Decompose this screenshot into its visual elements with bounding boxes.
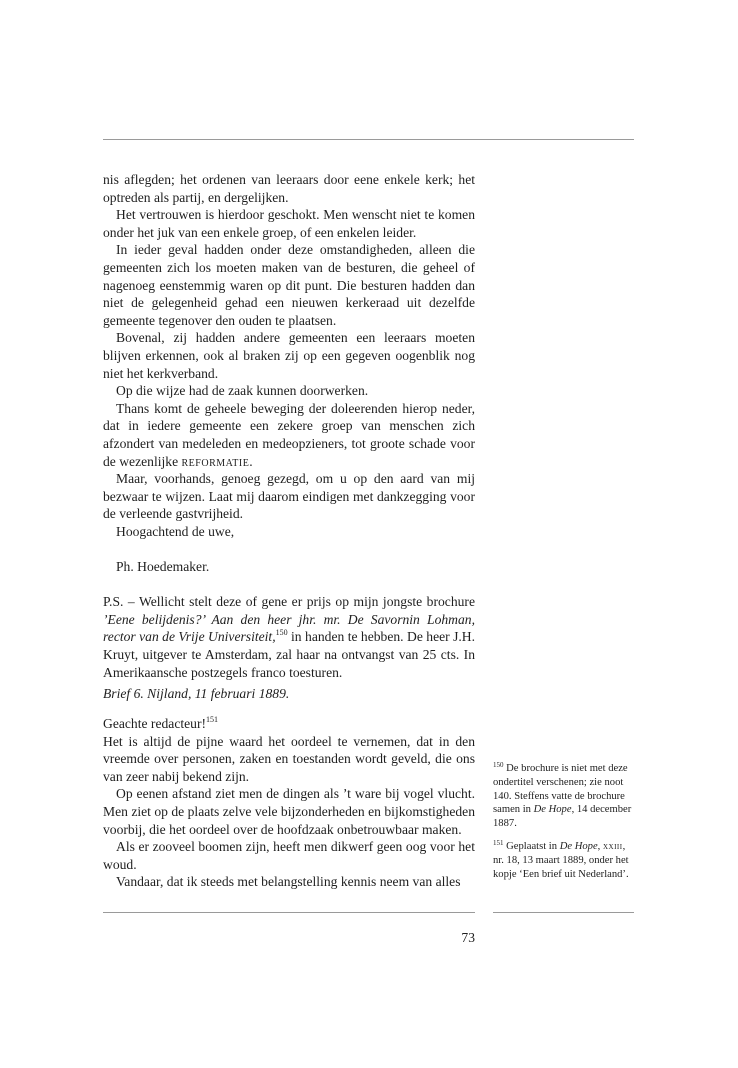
paragraph: Vandaar, dat ik steeds met belangstelling kennis neem van alles: [116, 874, 461, 890]
page-number: 73: [461, 930, 475, 945]
salutation-text: Geachte redacteur!: [103, 716, 207, 731]
paragraph: Als er zooveel boomen zijn, heeft men dikwerf geen oog voor het woud.: [103, 839, 475, 872]
footnote-number: 151: [493, 839, 504, 847]
footnote-text: Geplaatst in: [503, 841, 560, 852]
footer-rule: [103, 912, 475, 913]
closing-line: Hoogachtend de uwe,: [116, 523, 235, 539]
paragraph: Op eenen afstand ziet men de dingen als ’t ware bij vogel vlucht. Men ziet op de plaats zelve vele bijzonderheden en bijkomstigheden voorbij, die het oordeel over de hoofdzaak onbetrouwbaar maken.: [103, 786, 475, 837]
footnote-text: ,: [597, 841, 603, 852]
signature: Ph. Hoedemaker.: [116, 559, 210, 575]
footer-rule-notes: [493, 912, 634, 913]
letter-heading: Brief 6. Nijland, 11 februari 1889.: [103, 686, 290, 701]
footnote-text: , nr. 18, 13 maart 1889, onder het kopje ‘Een brief uit Nederland’.: [493, 841, 629, 880]
footnote-ref-151[interactable]: 151: [206, 715, 219, 724]
paragraph: nis aflegden; het ordenen van leeraars door eene enkele kerk; het optreden als partij, en dergelijken.: [103, 172, 475, 205]
footnote-ref-150[interactable]: 150: [275, 628, 288, 638]
header-rule: [103, 139, 634, 140]
paragraph: [103, 400, 475, 470]
letter-6-text: [103, 715, 475, 891]
postscript: [103, 593, 475, 681]
salutation: [103, 715, 475, 733]
paragraph-text: Thans komt de geheele beweging der doleerenden hierop neder, dat in iedere gemeente een zekere groep van menschen zich afzondert van medeleden en medeopzieners, tot groote schade voor de wezenlijke: [103, 400, 475, 469]
periodical-title: De Hope: [533, 804, 572, 816]
footnote-151: [493, 840, 634, 881]
paragraph: Op die wijze had de zaak kunnen doorwerken.: [116, 383, 369, 399]
postscript-text: in handen te hebben. De heer J.H. Kruyt, uitgever te Amsterdam, zal haar na ontvangst van 25 cts. In Amerikaansche postzegels franco toesturen.: [103, 629, 475, 680]
footnote-number: 150: [493, 761, 504, 769]
body-text: [103, 171, 475, 681]
brochure-title: ’Eene belijdenis?’ Aan den heer jhr. mr. De Savornin Lohman, rector van de Vrije Universiteit,: [103, 611, 475, 645]
footnote-150: [493, 762, 634, 831]
paragraph: Maar, voorhands, genoeg gezegd, om u op den aard van mij bezwaar te wijzen. Laat mij daarom eindigen met dankzegging voor de verleende gastvrijheid.: [103, 471, 475, 522]
paragraph: Het vertrouwen is hierdoor geschokt. Men wenscht niet te komen onder het juk van een enkele groep, of een enkelen leider.: [103, 207, 475, 240]
small-caps-term: reformatie.: [181, 453, 254, 469]
volume-number: xxiii: [602, 841, 623, 852]
footnote-text: , 14 december 1887.: [493, 804, 632, 830]
paragraph: Bovenal, zij hadden andere gemeenten een leeraars moeten blijven erkennen, ook al braken zij op een gegeven oogenblik nog niet het kerkverband.: [103, 330, 475, 381]
paragraph: In ieder geval hadden onder deze omstandigheden, alleen die gemeenten zich los moeten maken van de besturen, die geheel of nagenoeg eenstemmig waren op dit punt. Die besturen hadden dan niet de gelegenheid gehad een nieuwen kerkeraad uit dezelfde gemeente tegenover den ouden te plaatsen.: [103, 242, 475, 328]
periodical-title: De Hope: [559, 841, 598, 852]
paragraph: Het is altijd de pijne waard het oordeel te vernemen, dat in den vreemde over personen, zaken en toestanden wordt geveld, die ons van zeer nabij bekend zijn.: [103, 733, 475, 784]
postscript-text: P.S. – Wellicht stelt deze of gene er prijs op mijn jongste brochure: [103, 594, 475, 610]
footnote-text: De brochure is niet met deze ondertitel verschenen; zie noot 140. Steffens vatte de brochure samen in: [493, 763, 628, 816]
